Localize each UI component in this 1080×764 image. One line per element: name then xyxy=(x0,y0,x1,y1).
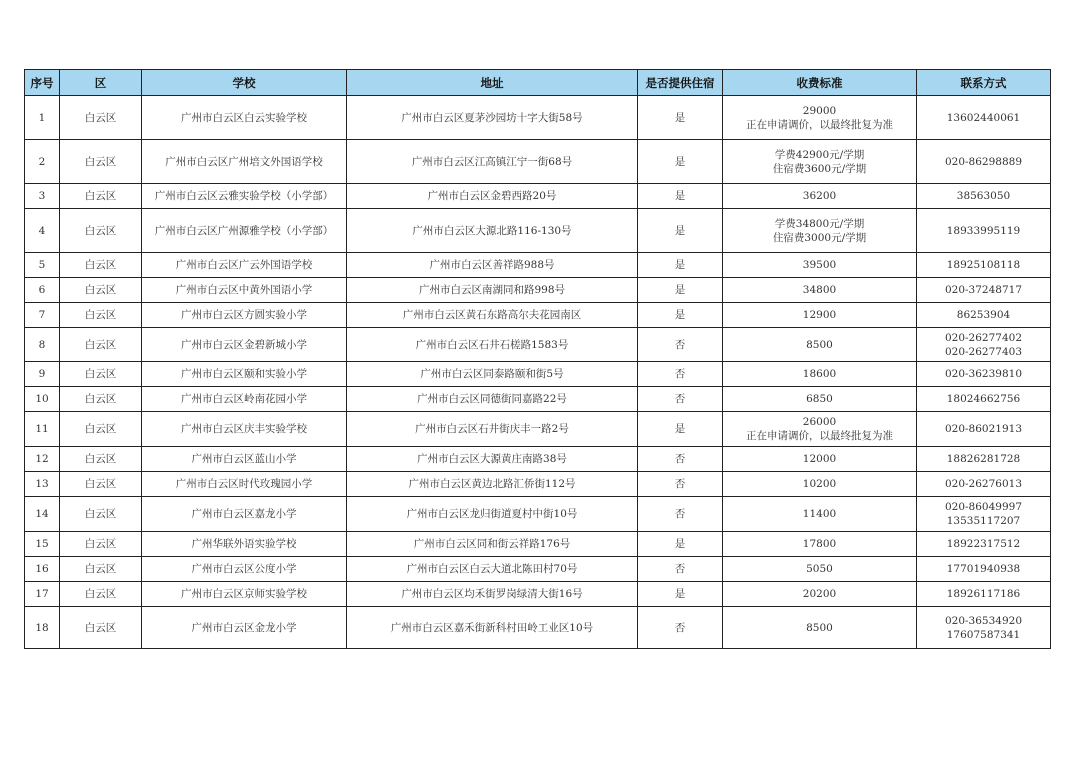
header-fee: 收费标准 xyxy=(723,70,917,96)
address-cell: 广州市白云区黄石东路高尔夫花园南区 xyxy=(347,303,638,328)
fee-cell: 11400 xyxy=(723,497,917,532)
address-cell: 广州市白云区南湖同和路998号 xyxy=(347,278,638,303)
contact-cell: 18925108118 xyxy=(917,253,1051,278)
fee-cell: 26000 正在申请调价，以最终批复为准 xyxy=(723,412,917,447)
row-number: 5 xyxy=(25,253,60,278)
table-row xyxy=(25,412,1051,447)
row-number: 3 xyxy=(25,184,60,209)
fee-cell: 6850 xyxy=(723,387,917,412)
boarding-cell: 是 xyxy=(638,303,723,328)
row-number: 12 xyxy=(25,447,60,472)
table-row xyxy=(25,532,1051,557)
table-row xyxy=(25,447,1051,472)
address-cell: 广州市白云区金碧西路20号 xyxy=(347,184,638,209)
header-contact: 联系方式 xyxy=(917,70,1051,96)
school-name: 广州市白云区嘉龙小学 xyxy=(142,497,347,532)
school-name: 广州市白云区京师实验学校 xyxy=(142,582,347,607)
district-cell: 白云区 xyxy=(60,328,142,362)
row-number: 2 xyxy=(25,140,60,184)
school-name: 广州市白云区公度小学 xyxy=(142,557,347,582)
table-row xyxy=(25,140,1051,184)
address-cell: 广州市白云区石井街庆丰一路2号 xyxy=(347,412,638,447)
district-cell: 白云区 xyxy=(60,184,142,209)
address-cell: 广州市白云区善祥路988号 xyxy=(347,253,638,278)
fee-cell: 18600 xyxy=(723,362,917,387)
table-row xyxy=(25,303,1051,328)
contact-cell: 18933995119 xyxy=(917,209,1051,253)
fee-cell: 29000 正在申请调价，以最终批复为准 xyxy=(723,96,917,140)
contact-cell: 020-26276013 xyxy=(917,472,1051,497)
header-district: 区 xyxy=(60,70,142,96)
address-cell: 广州市白云区同泰路颐和街5号 xyxy=(347,362,638,387)
boarding-cell: 是 xyxy=(638,209,723,253)
table-row xyxy=(25,184,1051,209)
fee-cell: 20200 xyxy=(723,582,917,607)
contact-cell: 13602440061 xyxy=(917,96,1051,140)
district-cell: 白云区 xyxy=(60,278,142,303)
row-number: 1 xyxy=(25,96,60,140)
fee-cell: 36200 xyxy=(723,184,917,209)
district-cell: 白云区 xyxy=(60,557,142,582)
school-name: 广州市白云区中黄外国语小学 xyxy=(142,278,347,303)
address-cell: 广州市白云区夏茅沙园坊十字大街58号 xyxy=(347,96,638,140)
fee-cell: 17800 xyxy=(723,532,917,557)
row-number: 11 xyxy=(25,412,60,447)
contact-cell: 020-86021913 xyxy=(917,412,1051,447)
district-cell: 白云区 xyxy=(60,303,142,328)
school-fee-table xyxy=(24,69,1051,649)
contact-cell: 18024662756 xyxy=(917,387,1051,412)
boarding-cell: 是 xyxy=(638,532,723,557)
boarding-cell: 是 xyxy=(638,253,723,278)
row-number: 7 xyxy=(25,303,60,328)
row-number: 8 xyxy=(25,328,60,362)
boarding-cell: 否 xyxy=(638,387,723,412)
fee-cell: 10200 xyxy=(723,472,917,497)
fee-cell: 学费34800元/学期 住宿费3000元/学期 xyxy=(723,209,917,253)
district-cell: 白云区 xyxy=(60,362,142,387)
address-cell: 广州市白云区白云大道北陈田村70号 xyxy=(347,557,638,582)
fee-cell: 8500 xyxy=(723,607,917,649)
table-row xyxy=(25,328,1051,362)
fee-cell: 8500 xyxy=(723,328,917,362)
school-name: 广州市白云区金龙小学 xyxy=(142,607,347,649)
table-row xyxy=(25,607,1051,649)
address-cell: 广州市白云区黄边北路汇侨街112号 xyxy=(347,472,638,497)
boarding-cell: 否 xyxy=(638,497,723,532)
boarding-cell: 否 xyxy=(638,472,723,497)
fee-cell: 12000 xyxy=(723,447,917,472)
table-row xyxy=(25,387,1051,412)
table-row xyxy=(25,96,1051,140)
school-name: 广州市白云区岭南花园小学 xyxy=(142,387,347,412)
row-number: 13 xyxy=(25,472,60,497)
table-row xyxy=(25,472,1051,497)
contact-cell: 020-86298889 xyxy=(917,140,1051,184)
table-row xyxy=(25,582,1051,607)
fee-cell: 34800 xyxy=(723,278,917,303)
district-cell: 白云区 xyxy=(60,497,142,532)
row-number: 6 xyxy=(25,278,60,303)
contact-cell: 18926117186 xyxy=(917,582,1051,607)
boarding-cell: 否 xyxy=(638,447,723,472)
boarding-cell: 是 xyxy=(638,140,723,184)
district-cell: 白云区 xyxy=(60,532,142,557)
row-number: 10 xyxy=(25,387,60,412)
district-cell: 白云区 xyxy=(60,140,142,184)
contact-cell: 18826281728 xyxy=(917,447,1051,472)
contact-cell: 18922317512 xyxy=(917,532,1051,557)
table-row xyxy=(25,209,1051,253)
table-row xyxy=(25,557,1051,582)
row-number: 9 xyxy=(25,362,60,387)
boarding-cell: 否 xyxy=(638,328,723,362)
fee-cell: 39500 xyxy=(723,253,917,278)
school-name: 广州市白云区广州培文外国语学校 xyxy=(142,140,347,184)
school-name: 广州市白云区云雅实验学校（小学部） xyxy=(142,184,347,209)
district-cell: 白云区 xyxy=(60,447,142,472)
district-cell: 白云区 xyxy=(60,209,142,253)
school-name: 广州华联外语实验学校 xyxy=(142,532,347,557)
contact-cell: 020-36239810 xyxy=(917,362,1051,387)
boarding-cell: 否 xyxy=(638,607,723,649)
school-name: 广州市白云区颐和实验小学 xyxy=(142,362,347,387)
boarding-cell: 是 xyxy=(638,582,723,607)
address-cell: 广州市白云区嘉禾街新科村田岭工业区10号 xyxy=(347,607,638,649)
school-name: 广州市白云区金碧新城小学 xyxy=(142,328,347,362)
table-row xyxy=(25,497,1051,532)
address-cell: 广州市白云区石井石槎路1583号 xyxy=(347,328,638,362)
address-cell: 广州市白云区大源北路116-130号 xyxy=(347,209,638,253)
table-header-row xyxy=(25,70,1051,96)
boarding-cell: 是 xyxy=(638,412,723,447)
contact-cell: 020-37248717 xyxy=(917,278,1051,303)
school-name: 广州市白云区时代玫瑰园小学 xyxy=(142,472,347,497)
district-cell: 白云区 xyxy=(60,582,142,607)
district-cell: 白云区 xyxy=(60,412,142,447)
contact-cell: 17701940938 xyxy=(917,557,1051,582)
school-name: 广州市白云区方圆实验小学 xyxy=(142,303,347,328)
header-no: 序号 xyxy=(25,70,60,96)
contact-cell: 020-86049997 13535117207 xyxy=(917,497,1051,532)
row-number: 4 xyxy=(25,209,60,253)
contact-cell: 38563050 xyxy=(917,184,1051,209)
school-name: 广州市白云区广州源雅学校（小学部） xyxy=(142,209,347,253)
district-cell: 白云区 xyxy=(60,607,142,649)
district-cell: 白云区 xyxy=(60,253,142,278)
header-address: 地址 xyxy=(347,70,638,96)
contact-cell: 020-26277402 020-26277403 xyxy=(917,328,1051,362)
address-cell: 广州市白云区龙归街道夏村中街10号 xyxy=(347,497,638,532)
row-number: 14 xyxy=(25,497,60,532)
table-row xyxy=(25,278,1051,303)
row-number: 18 xyxy=(25,607,60,649)
contact-cell: 020-36534920 17607587341 xyxy=(917,607,1051,649)
school-name: 广州市白云区庆丰实验学校 xyxy=(142,412,347,447)
address-cell: 广州市白云区同和街云祥路176号 xyxy=(347,532,638,557)
district-cell: 白云区 xyxy=(60,472,142,497)
school-name: 广州市白云区白云实验学校 xyxy=(142,96,347,140)
row-number: 15 xyxy=(25,532,60,557)
address-cell: 广州市白云区同德街同嘉路22号 xyxy=(347,387,638,412)
table-row xyxy=(25,253,1051,278)
boarding-cell: 是 xyxy=(638,96,723,140)
boarding-cell: 否 xyxy=(638,362,723,387)
address-cell: 广州市白云区大源黄庄南路38号 xyxy=(347,447,638,472)
boarding-cell: 是 xyxy=(638,184,723,209)
fee-cell: 12900 xyxy=(723,303,917,328)
school-name: 广州市白云区蓝山小学 xyxy=(142,447,347,472)
contact-cell: 86253904 xyxy=(917,303,1051,328)
boarding-cell: 是 xyxy=(638,278,723,303)
fee-cell: 5050 xyxy=(723,557,917,582)
district-cell: 白云区 xyxy=(60,96,142,140)
address-cell: 广州市白云区均禾街罗岗绿清大街16号 xyxy=(347,582,638,607)
header-school: 学校 xyxy=(142,70,347,96)
boarding-cell: 否 xyxy=(638,557,723,582)
header-boarding: 是否提供住宿 xyxy=(638,70,723,96)
school-name: 广州市白云区广云外国语学校 xyxy=(142,253,347,278)
district-cell: 白云区 xyxy=(60,387,142,412)
address-cell: 广州市白云区江高镇江宁一街68号 xyxy=(347,140,638,184)
fee-cell: 学费42900元/学期 住宿费3600元/学期 xyxy=(723,140,917,184)
row-number: 16 xyxy=(25,557,60,582)
row-number: 17 xyxy=(25,582,60,607)
table-row xyxy=(25,362,1051,387)
